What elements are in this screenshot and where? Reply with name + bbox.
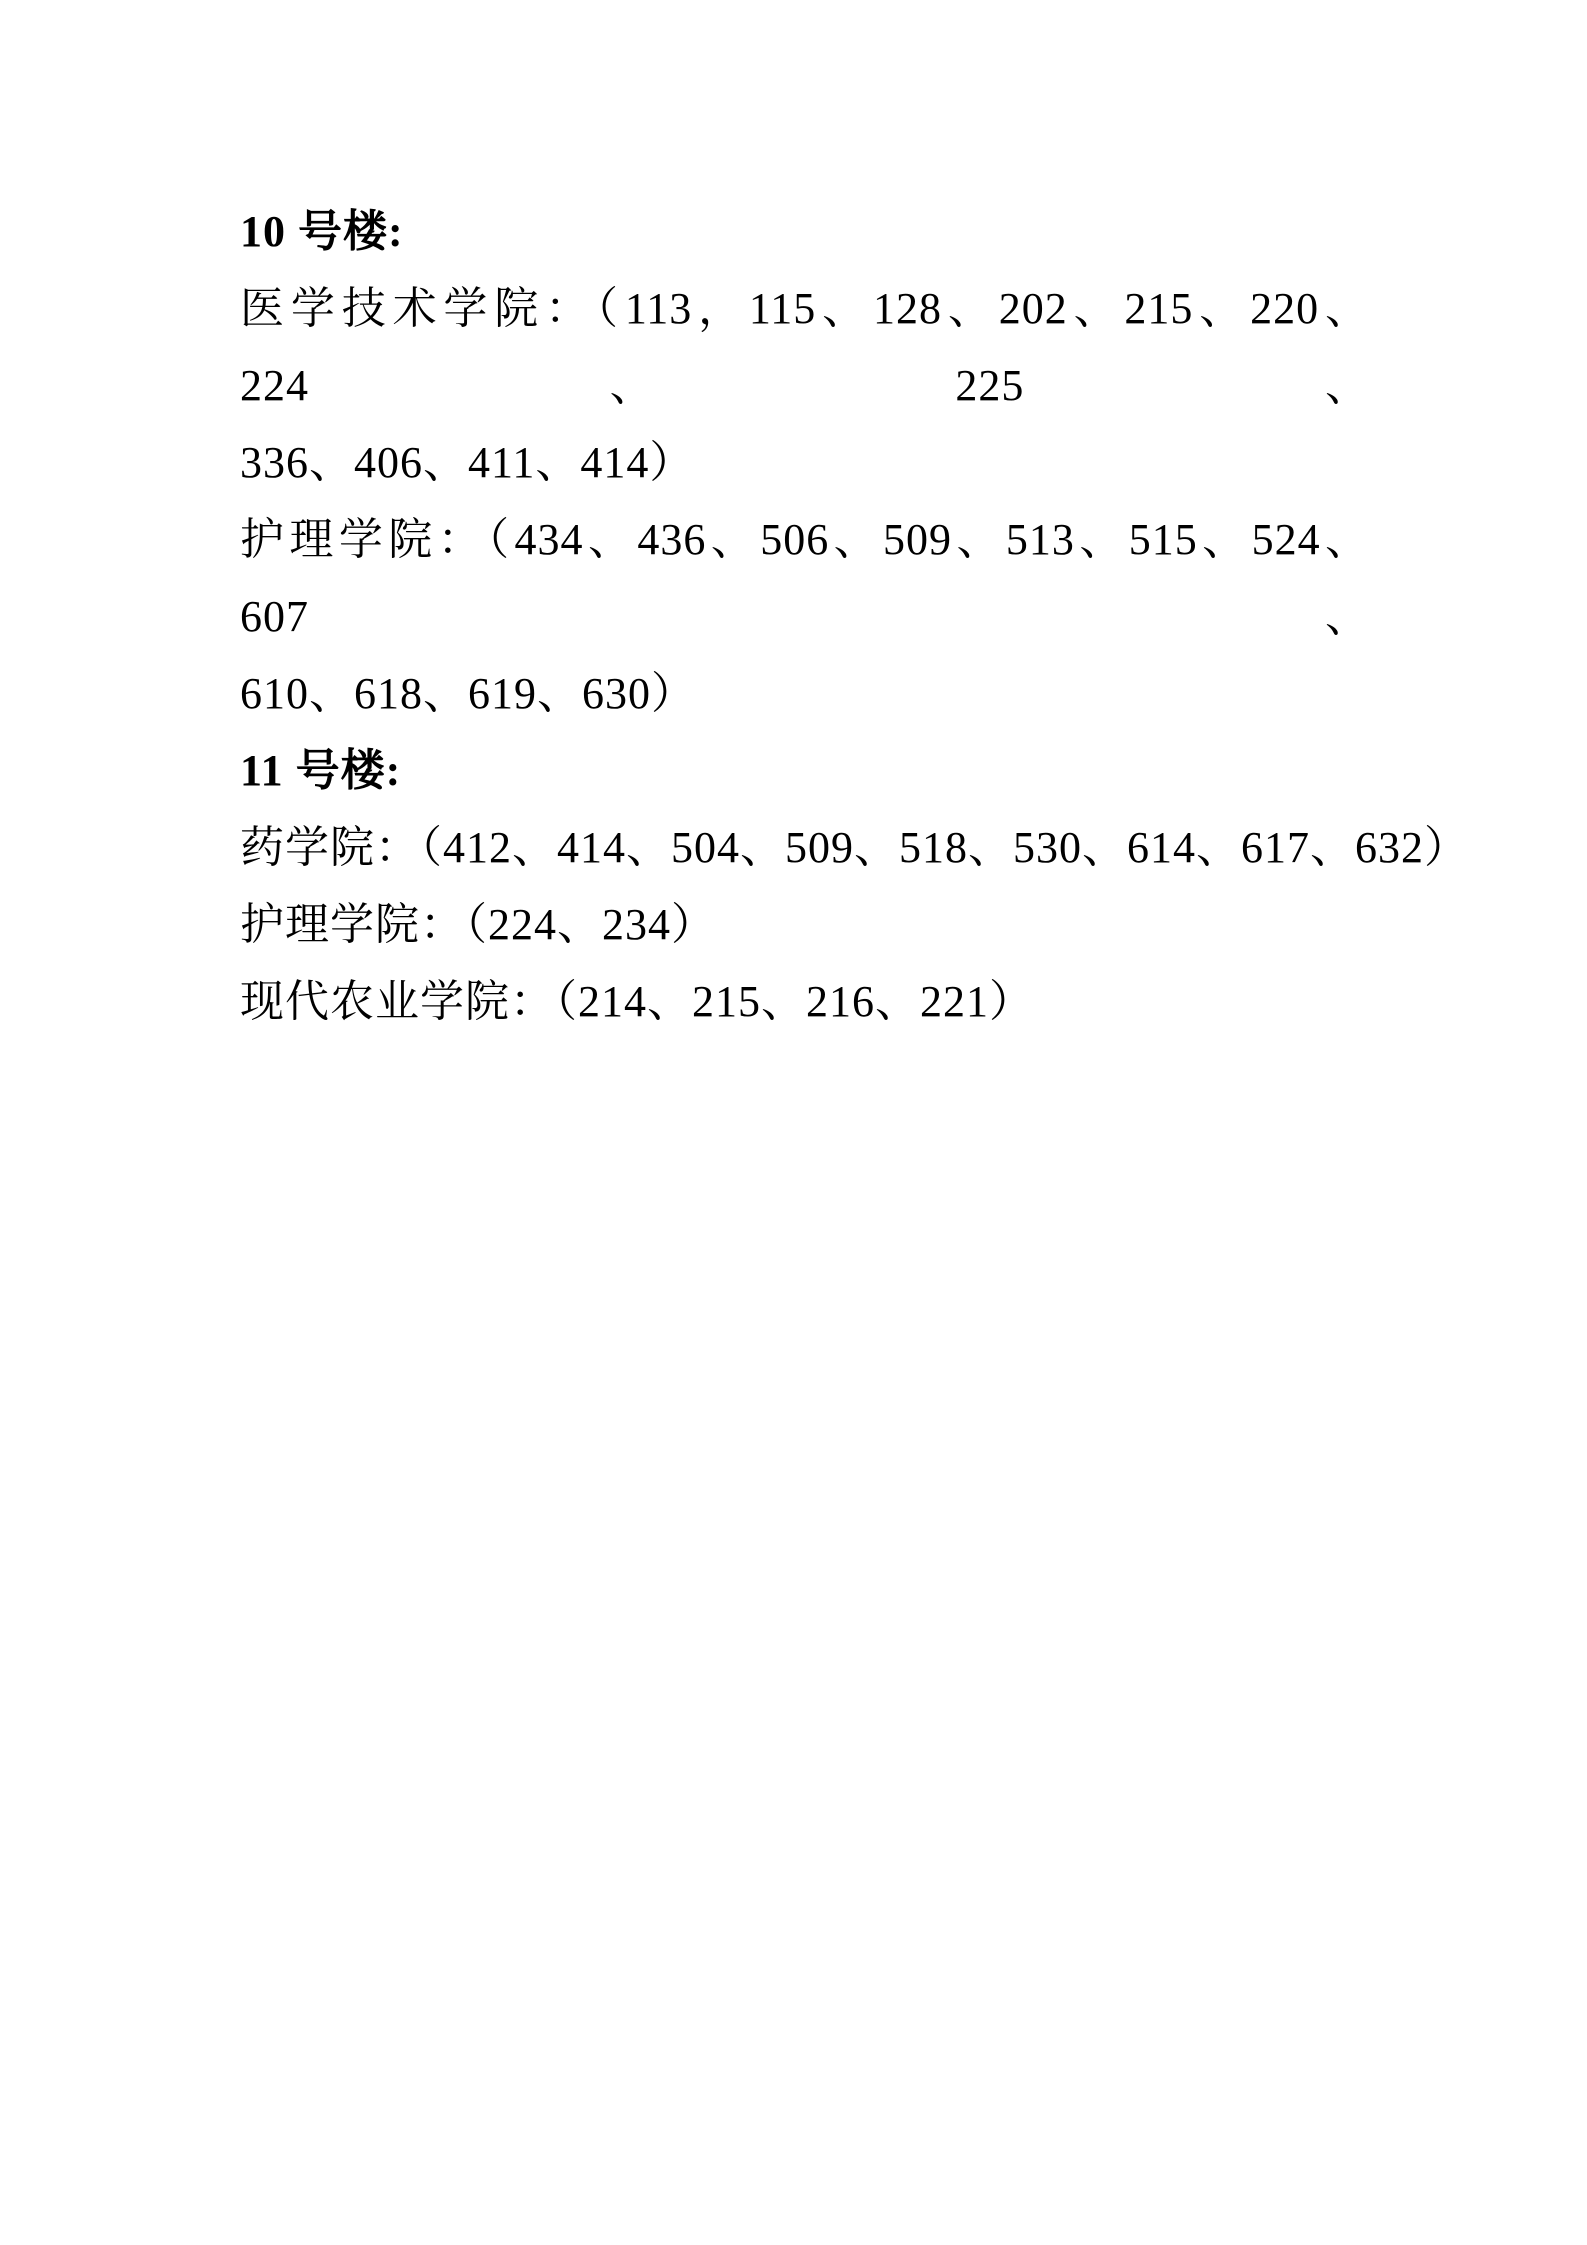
building-10-heading: 10 号楼: — [240, 207, 404, 256]
paragraph-line: 610、618、619、630） — [240, 669, 696, 718]
paragraph-line: 护理学院：（434、436、506、509、513、515、524、607、 — [240, 515, 1370, 641]
paragraph-medical-technology-college — [240, 270, 1370, 501]
paragraph-modern-agriculture-college — [240, 963, 1370, 1040]
text-block — [240, 193, 1469, 1040]
paragraph-nursing-college-bldg10 — [240, 501, 1370, 732]
paragraph-nursing-college-bldg11 — [240, 886, 1370, 963]
paragraph-pharmacy-college — [240, 809, 1469, 886]
paragraph-line: 现代农业学院：（214、215、216、221） — [240, 977, 1034, 1026]
paragraph-line: 336、406、411、414） — [240, 438, 695, 487]
paragraph-line: 护理学院：（224、234） — [240, 900, 716, 949]
paragraph-line: 医学技术学院：（113，115、128、202、215、220、224、225、 — [240, 284, 1370, 410]
building-11-heading: 11 号楼: — [240, 746, 402, 795]
paragraph-line: 药学院：（412、414、504、509、518、530、614、617、632） — [240, 823, 1469, 872]
